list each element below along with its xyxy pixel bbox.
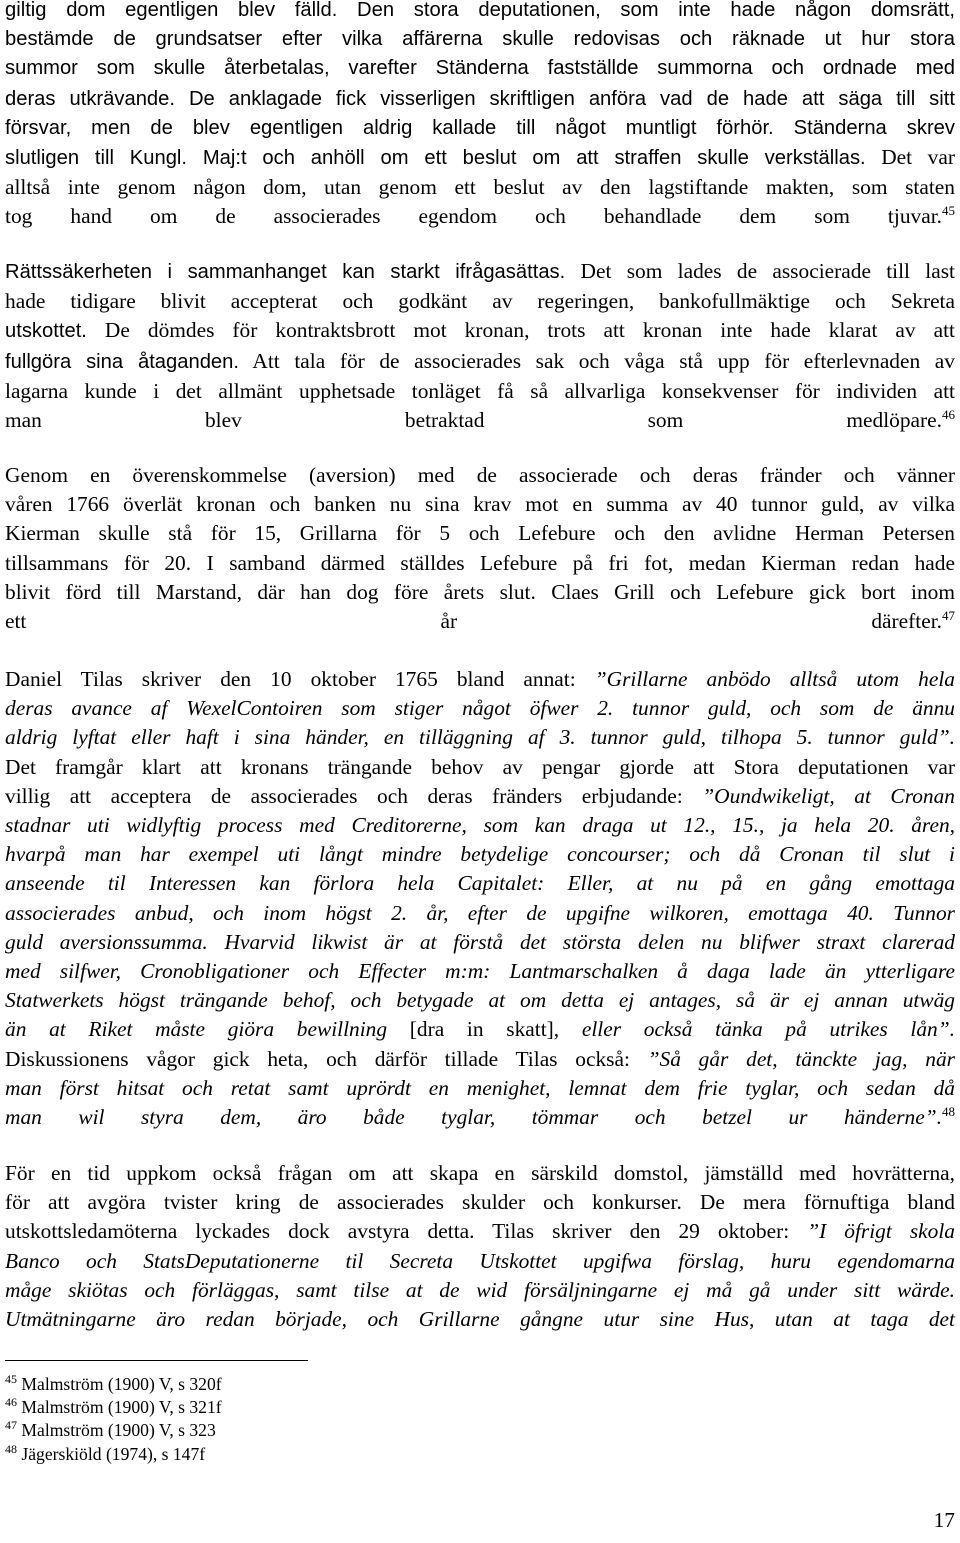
paragraph-5 (5, 1159, 955, 1334)
text-line: Kierman skulle stå för 15, Grillarna för 5 och Lefebure och den avlidne Herman Petersen (5, 521, 955, 546)
text-run: De dömdes för kontraktsbrott mot kronan, trots att kronan inte hade klarat av att (86, 318, 955, 343)
text-line: Det framgår klart att kronans trängande behov av pengar gjorde att Stora deputationen var (5, 754, 955, 779)
text-line (5, 1103, 955, 1132)
text-line (5, 607, 955, 636)
text-run: Det som lades de associerade till last (565, 259, 955, 283)
text-line: för att avgöra tvister kring de associerades skulder och konkurser. De mera förnuftiga bland (5, 1190, 955, 1215)
quote-line: aldrig lyftat eller haft i sina händer, en tilläggning af 3. tunnor guld, tilhopa 5. tunnor guld”. (5, 725, 955, 750)
text-line (5, 257, 955, 287)
quote-line: Utmätningarne äro redan började, och Grillarne gångne utur sine Hus, utan at taga det (5, 1307, 955, 1332)
quote-line: med silfwer, Cronobligationer och Effecter m:m: Lantmarschalken å daga lade än ytterligare (5, 959, 955, 984)
text-line (5, 1045, 955, 1074)
text-line: våren 1766 överlät kronan och banken nu sina krav mot en summa av 40 tunnor guld, av vilka (5, 492, 955, 517)
quote-line: associerades anbud, och inom högst 2. år, efter de upgifne wilkoren, emottaga 40. Tunnor (5, 900, 955, 925)
text-line (5, 347, 955, 377)
text-run: tog hand om de associerades egendom och behandlade dem som tjuvar. (5, 204, 942, 229)
footnote-number: 46 (5, 1395, 17, 1410)
text-line (5, 665, 955, 694)
editorial-insert: [dra in skatt], (409, 1017, 560, 1042)
quote-line: man först hitsat och retat samt uprördt en menighet, lemnat dem frie tyglar, och sedan då (5, 1075, 955, 1100)
text-run: deras utkrävande. (5, 87, 175, 110)
text-line (5, 202, 955, 231)
text-line (5, 1015, 955, 1044)
text-line: hade tidigare blivit accepterat och godkänt av regeringen, bankofullmäktige och Sekreta (5, 289, 955, 314)
quote-line: måge skiötas och förläggas, samt tilse at de wid försäljningarne ej må gå under sitt wärde. (5, 1277, 955, 1302)
footnote-text: Jägerskiöld (1974), s 147f (21, 1443, 206, 1464)
footnote-list (5, 1373, 222, 1466)
quote-text: man wil styra dem, äro både tyglar, tömmar och betzel ur händerne”. (5, 1105, 942, 1130)
text-line (5, 84, 955, 114)
paragraph-2 (5, 257, 955, 435)
text-line: giltig dom egentligen blev fälld. Den stora deputationen, som inte hade någon domsrätt, (5, 0, 955, 21)
text-run: fullgöra sina åtaganden. (5, 350, 239, 373)
text-line (5, 316, 955, 346)
text-line: tillsammans för 20. I samband därmed ställdes Lefebure på fri fot, medan Kierman redan hade (5, 550, 955, 575)
text-line: bestämde de grundsatser efter vilka affärerna skulle redovisas och räknade ut hur stora (5, 28, 955, 51)
text-run: De anklagade fick visserligen skriftligen anföra vad de hade att säga till sitt (174, 87, 955, 110)
quote-line: guld aversionssumma. Hvarvid likwist är at förstå det största delen nu blifwer straxt clarerad (5, 929, 955, 954)
footnote (5, 1419, 222, 1442)
paragraph-3 (5, 461, 955, 636)
footnote-ref: 45 (942, 203, 955, 219)
footnote-number: 47 (5, 1418, 17, 1433)
quote-line: stadnar uti widlyftig process med Creditorerne, som kan draga ut 12., 15., ja hela 20. åren, (5, 813, 955, 838)
footnote (5, 1443, 222, 1466)
quote-text: eller också tänka på utrikes lån”. (559, 1017, 955, 1042)
text-line: För en tid uppkom också frågan om att skapa en särskild domstol, jämställd med hovrätterna, (5, 1161, 955, 1185)
text-run: Det var (865, 145, 955, 170)
text-run: Att tala för de associerades sak och våga stå upp för efterlevnaden av (239, 348, 955, 373)
text-line: Genom en överenskommelse (aversion) med de associerade och deras fränder och vänner (5, 463, 955, 487)
quote-line: Statwerkets högst trängande behof, och betygade at om detta ej antages, så är ej annan utwäg (5, 988, 955, 1013)
quote-line: anseende til Interessen kan förlora hela Capitalet: Eller, at nu på en gång emottaga (5, 871, 955, 896)
quote-text: ”Grillarne anbödo alltså utom hela (594, 667, 955, 691)
quote-line: Banco och StatsDeputationerne til Secreta Utskottet upgifwa förslag, huru egendomarna (5, 1248, 955, 1273)
paragraph-4 (5, 665, 955, 1132)
quote-line: hvarpå man har exempel uti långt mindre betydelige concourser; och då Cronan til slut i (5, 842, 955, 867)
text-line: försvar, men de blev egentligen aldrig kallade till något muntligt förhör. Ständerna skrev (5, 116, 955, 139)
footnote-ref: 48 (942, 1104, 955, 1120)
text-line: lagarna kunde i det allmänt upphetsade tonläget få så allvarliga konsekvenser för individen att (5, 378, 955, 403)
text-line (5, 1217, 955, 1246)
quote-text: än at Riket måste giöra bewillning (5, 1017, 410, 1042)
text-run: ett år därefter. (5, 609, 942, 634)
footnote-separator (5, 1360, 308, 1361)
footnote-text: Malmström (1900) V, s 323 (21, 1420, 216, 1441)
quote-text: ”I öfrigt skola (807, 1219, 955, 1244)
page-number: 17 (933, 1508, 955, 1532)
text-run: slutligen till Kungl. Maj:t och anhöll om ett beslut om att straffen skulle verkställas. (5, 147, 866, 170)
quote-text: ”Så går det, tänckte jag, när (647, 1046, 955, 1071)
footnote (5, 1396, 222, 1419)
text-line: summor som skulle återbetalas, varefter Ständerna fastställde summorna och ordnade med (5, 57, 955, 80)
text-line (5, 782, 955, 811)
footnote-number: 45 (5, 1372, 17, 1386)
quote-text: ”Oundwikeligt, at Cronan (702, 783, 956, 808)
text-line (5, 143, 955, 173)
footnote-text: Malmström (1900) V, s 321f (21, 1397, 222, 1418)
text-run: utskottsledamöterna lyckades dock avstyra detta. Tilas skriver den 29 oktober: (5, 1219, 808, 1244)
text-run: utskottet. (5, 320, 87, 343)
footnote-ref: 46 (942, 407, 955, 423)
text-run: Daniel Tilas skriver den 10 oktober 1765 bland annat: (5, 667, 595, 691)
quote-line: deras avance af WexelContoiren som stiger något öfwer 2. tunnor guld, och som de ännu (5, 696, 955, 721)
text-run: villig att acceptera de associerades och deras fränders erbjudande: (5, 783, 703, 808)
footnote-ref: 47 (942, 608, 955, 624)
paragraph-1 (5, 0, 955, 232)
footnote-text: Malmström (1900) V, s 320f (21, 1374, 222, 1394)
text-run: Diskussionens vågor gick heta, och därför tillade Tilas också: (5, 1046, 648, 1071)
footnote (5, 1373, 222, 1396)
text-line (5, 406, 955, 435)
footnote-number: 48 (5, 1441, 17, 1456)
text-run: Rättssäkerheten i sammanhanget kan starkt ifrågasättas. (5, 261, 566, 283)
text-line: alltså inte genom någon dom, utan genom ett beslut av den lagstiftande makten, som staten (5, 175, 955, 200)
text-run: man blev betraktad som medlöpare. (5, 408, 942, 433)
text-line: blivit förd till Marstand, där han dog före årets slut. Claes Grill och Lefebure gick bort inom (5, 579, 955, 604)
